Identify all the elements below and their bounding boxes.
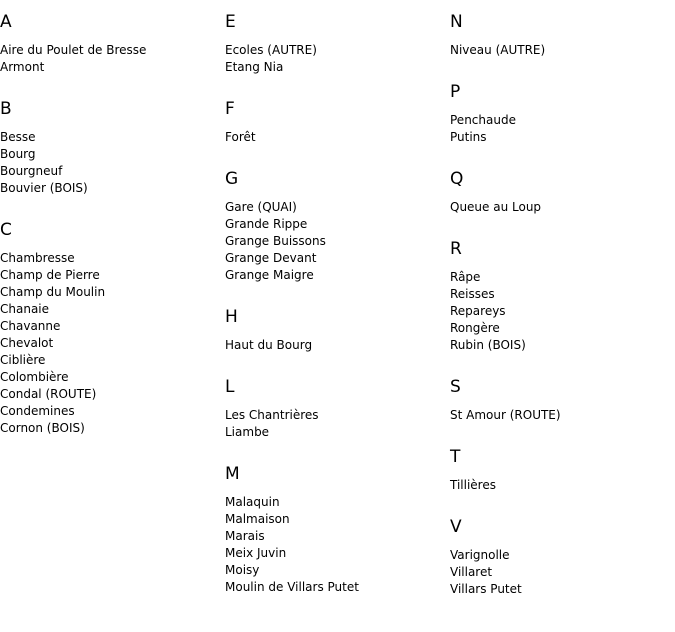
place-list bbox=[225, 494, 450, 596]
letter-group bbox=[225, 377, 450, 441]
place-list bbox=[225, 42, 450, 76]
place-link[interactable]: Bouvier (BOIS) bbox=[0, 181, 88, 195]
place-link[interactable]: Chanaie bbox=[0, 302, 50, 316]
place-list bbox=[225, 407, 450, 441]
letter-group bbox=[225, 12, 450, 76]
place-link[interactable]: Ecoles (AUTRE) bbox=[225, 43, 317, 57]
letter-group bbox=[450, 239, 675, 354]
letter-heading: F bbox=[225, 99, 235, 119]
letter-group bbox=[225, 99, 450, 146]
place-link[interactable]: Haut du Bourg bbox=[225, 338, 313, 352]
place-list bbox=[0, 42, 225, 76]
place-link[interactable]: Rubin (BOIS) bbox=[450, 338, 526, 352]
place-list bbox=[450, 112, 675, 146]
place-link[interactable]: Aire du Poulet de Bresse bbox=[0, 43, 147, 57]
place-link[interactable]: Colombière bbox=[0, 370, 69, 384]
place-link[interactable]: Grange Buissons bbox=[225, 234, 326, 248]
place-link[interactable]: Gare (QUAI) bbox=[225, 200, 297, 214]
place-link[interactable]: Forêt bbox=[225, 130, 256, 144]
letter-group bbox=[450, 169, 675, 216]
place-link[interactable]: Malaquin bbox=[225, 495, 280, 509]
place-link[interactable]: Chambresse bbox=[0, 251, 75, 265]
letter-group bbox=[450, 12, 675, 59]
place-list bbox=[450, 407, 675, 424]
place-link[interactable]: Varignolle bbox=[450, 548, 510, 562]
letter-heading: V bbox=[450, 517, 462, 537]
place-link[interactable]: Moisy bbox=[225, 563, 260, 577]
place-link[interactable]: Grande Rippe bbox=[225, 217, 308, 231]
place-list bbox=[450, 199, 675, 216]
place-link[interactable]: Villaret bbox=[450, 565, 493, 579]
place-list bbox=[450, 269, 675, 354]
place-list bbox=[0, 250, 225, 437]
place-link[interactable]: Marais bbox=[225, 529, 265, 543]
place-list bbox=[225, 129, 450, 146]
letter-group bbox=[225, 464, 450, 596]
place-link[interactable]: Meix Juvin bbox=[225, 546, 287, 560]
place-list bbox=[450, 477, 675, 494]
letter-group bbox=[225, 169, 450, 284]
letter-heading: M bbox=[225, 464, 240, 484]
place-list bbox=[225, 199, 450, 284]
letter-heading: C bbox=[0, 220, 12, 240]
letter-heading: E bbox=[225, 12, 236, 32]
place-link[interactable]: Queue au Loup bbox=[450, 200, 542, 214]
place-list bbox=[450, 547, 675, 598]
place-link[interactable]: Râpe bbox=[450, 270, 481, 284]
letter-group bbox=[450, 517, 675, 598]
place-link[interactable]: Rongère bbox=[450, 321, 500, 335]
index-column-2 bbox=[225, 0, 450, 619]
letter-group bbox=[225, 307, 450, 354]
letter-heading: H bbox=[225, 307, 238, 327]
letter-heading: S bbox=[450, 377, 461, 397]
place-link[interactable]: Chavanne bbox=[0, 319, 61, 333]
place-link[interactable]: Moulin de Villars Putet bbox=[225, 580, 359, 594]
place-link[interactable]: Ciblière bbox=[0, 353, 46, 367]
place-link[interactable]: Chevalot bbox=[0, 336, 54, 350]
letter-group bbox=[450, 82, 675, 146]
letter-heading: P bbox=[450, 82, 461, 102]
place-link[interactable]: Putins bbox=[450, 130, 487, 144]
place-link[interactable]: Condemines bbox=[0, 404, 75, 418]
place-link[interactable]: Malmaison bbox=[225, 512, 290, 526]
place-link[interactable]: Champ de Pierre bbox=[0, 268, 100, 282]
letter-heading: B bbox=[0, 99, 12, 119]
place-link[interactable]: Les Chantrières bbox=[225, 408, 319, 422]
place-link[interactable]: St Amour (ROUTE) bbox=[450, 408, 561, 422]
place-link[interactable]: Besse bbox=[0, 130, 36, 144]
place-link[interactable]: Grange Maigre bbox=[225, 268, 314, 282]
place-link[interactable]: Bourgneuf bbox=[0, 164, 63, 178]
letter-heading: A bbox=[0, 12, 12, 32]
place-link[interactable]: Repareys bbox=[450, 304, 506, 318]
place-link[interactable]: Grange Devant bbox=[225, 251, 317, 265]
place-link[interactable]: Armont bbox=[0, 60, 45, 74]
letter-heading: N bbox=[450, 12, 463, 32]
place-list bbox=[225, 337, 450, 354]
letter-group bbox=[0, 99, 225, 197]
letter-heading: T bbox=[450, 447, 461, 467]
letter-heading: R bbox=[450, 239, 462, 259]
place-link[interactable]: Etang Nia bbox=[225, 60, 284, 74]
index-column-1 bbox=[0, 0, 225, 460]
place-link[interactable]: Liambe bbox=[225, 425, 270, 439]
place-list bbox=[450, 42, 675, 59]
letter-heading: G bbox=[225, 169, 239, 189]
letter-group bbox=[0, 12, 225, 76]
place-link[interactable]: Reisses bbox=[450, 287, 495, 301]
letter-group bbox=[450, 377, 675, 424]
letter-group bbox=[0, 220, 225, 437]
place-link[interactable]: Champ du Moulin bbox=[0, 285, 106, 299]
index-column-3 bbox=[450, 0, 675, 621]
letter-heading: Q bbox=[450, 169, 464, 189]
place-link[interactable]: Bourg bbox=[0, 147, 36, 161]
letter-heading: L bbox=[225, 377, 235, 397]
place-link[interactable]: Tillières bbox=[450, 478, 496, 492]
place-list bbox=[0, 129, 225, 197]
letter-group bbox=[450, 447, 675, 494]
place-link[interactable]: Cornon (BOIS) bbox=[0, 421, 85, 435]
place-link[interactable]: Penchaude bbox=[450, 113, 516, 127]
place-link[interactable]: Condal (ROUTE) bbox=[0, 387, 97, 401]
place-link[interactable]: Villars Putet bbox=[450, 582, 522, 596]
place-link[interactable]: Niveau (AUTRE) bbox=[450, 43, 546, 57]
